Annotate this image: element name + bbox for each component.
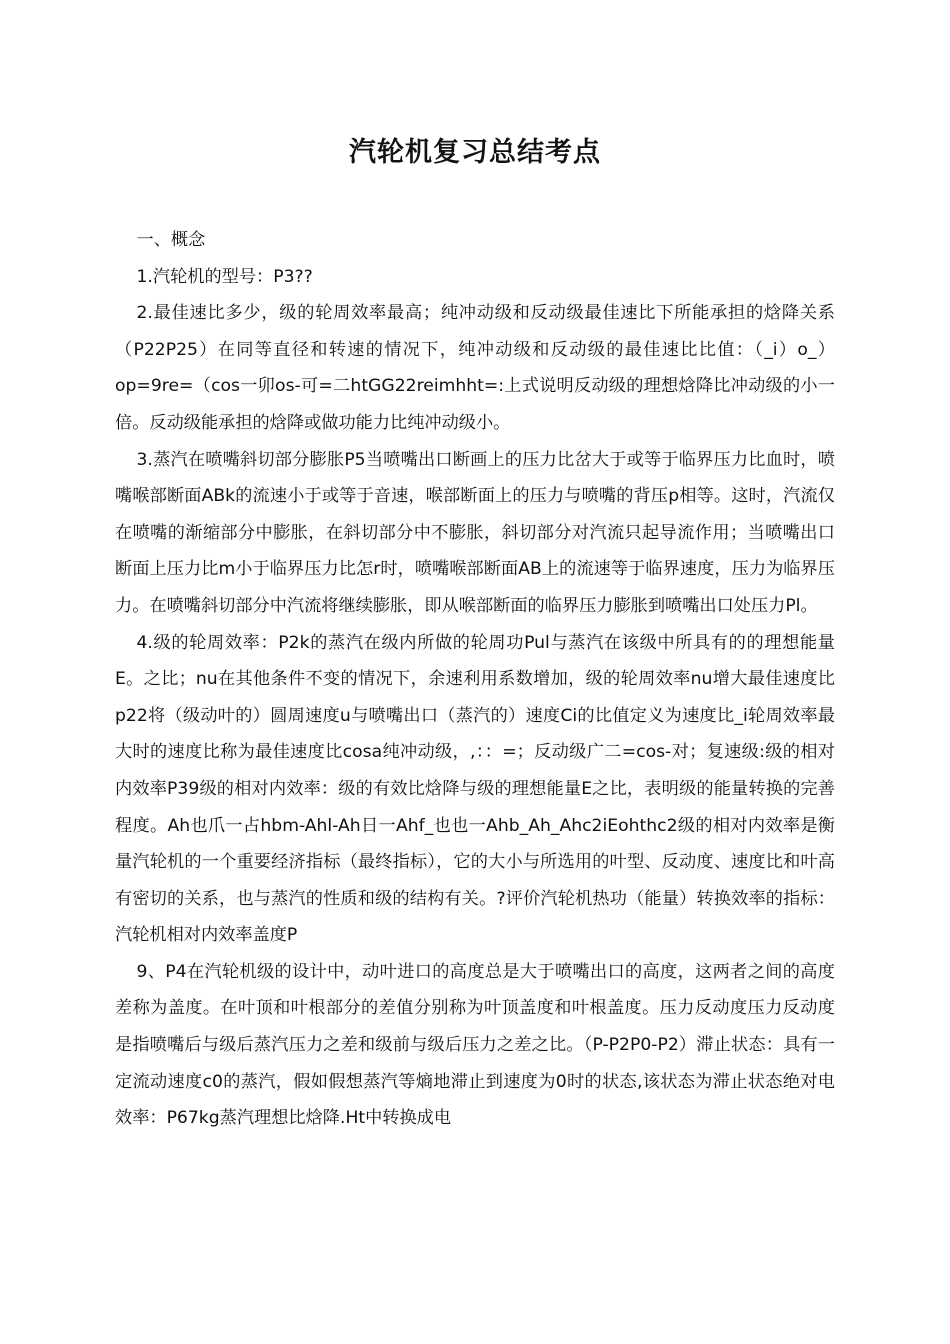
paragraph-4: 4.级的轮周效率：P2k的蒸汽在级内所做的轮周功Pul与蒸汽在该级中所具有的的理想能量E。之比；nu在其他条件不变的情况下，余速利用系数增加，级的轮周效率nu增大最佳速度比p22将（级动叶的）圆周速度u与喷嘴出口（蒸汽的）速度Ci的比值定义为速度比_i轮周效率最大时的速度比称为最佳速度比cosa纯冲动级，,：：=；反动级广二=cos-对；复速级:级的相对内效率P39级的相对内效率：级的有效比焓降与级的理想能量E之比，表明级的能量转换的完善程度。Ah也爪一占hbm-Ahl-Ah日一Ahf_也也一Ahb_Ah_Ahc2iEohthc2级的相对内效率是衡量汽轮机的一个重要经济指标（最终指标），它的大小与所选用的叶型、反动度、速度比和叶高有密切的关系，也与蒸汽的性质和级的结构有关。?评价汽轮机热功（能量）转换效率的指标：汽轮机相对内效率盖度P (115, 632, 835, 946)
section-heading: 一、概念 (136, 230, 206, 250)
document-title: 汽轮机复习总结考点 (349, 137, 601, 168)
paragraph-9: 9、P4在汽轮机级的设计中，动叶进口的高度总是大于喷嘴出口的高度，这两者之间的高度差称为盖度。在叶顶和叶根部分的差值分别称为叶顶盖度和叶根盖度。压力反动度压力反动度是指喷嘴后与级后蒸汽压力之差和级前与级后压力之差之比。（P-P2P0-P2）滞止状态：具有一定流动速度c0的蒸汽，假如假想蒸汽等熵地滞止到速度为0时的状态,该状态为滞止状态绝对电效率：P67kg蒸汽理想比焓降.Ht中转换成电 (115, 961, 835, 1129)
paragraph-3: 3.蒸汽在喷嘴斜切部分膨胀P5当喷嘴出口断画上的压力比岔大于或等于临界压力比血时，喷嘴喉部断面ABk的流速小于或等于音速，喉部断面上的压力与喷嘴的背压p相等。这时，汽流仅在喷嘴的渐缩部分中膨胀，在斜切部分中不膨胀，斜切部分对汽流只起导流作用；当喷嘴出口断面上压力比m小于临界压力比怎r时，喷嘴喉部断面AB上的流速等于临界速度，压力为临界压力。在喷嘴斜切部分中汽流将继续膨胀，即从喉部断面的临界压力膨胀到喷嘴出口处压力Pl。 (115, 449, 835, 616)
paragraph-2: 2.最佳速比多少，级的轮周效率最高；纯冲动级和反动级最佳速比下所能承担的焓降关系（P22P25）在同等直径和转速的情况下，纯冲动级和反动级的最佳速比比值：（_i）o_）op=9re=（cos一卯os-可=二htGG22reimhht=:上式说明反动级的理想焓降比冲动级的小一倍。反动级能承担的焓降或做功能力比纯冲动级小。 (115, 303, 835, 433)
paragraph-1: 1.汽轮机的型号：P3?? (136, 266, 313, 287)
document-body (115, 222, 835, 1137)
